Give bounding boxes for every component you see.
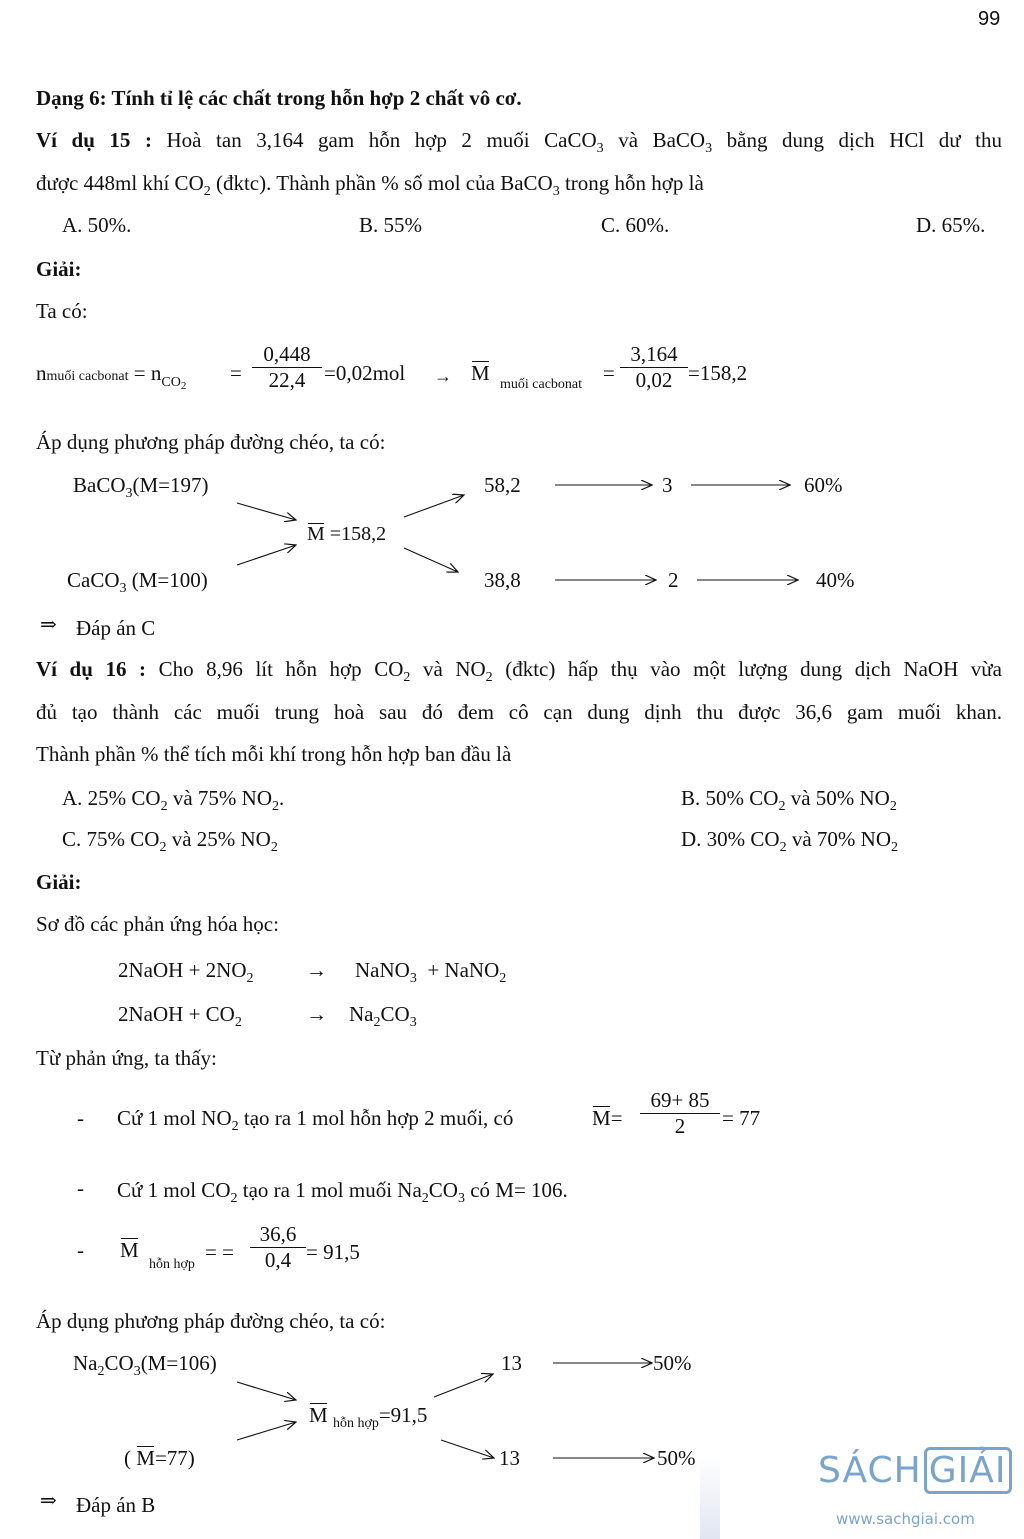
formula-eq-1: = <box>230 361 242 385</box>
formula-eq-2: = <box>603 361 615 385</box>
formula-fraction-2: $\frac{3,164}{0,02}$ <box>620 342 688 393</box>
diag1-top-diff: 58,2 <box>484 473 521 497</box>
ex16-solution-label: Giải: <box>36 870 82 894</box>
diag1-bottom-diff: 38,8 <box>484 568 521 592</box>
reaction-2-arrow: → <box>306 1002 327 1026</box>
diag1-arrow-out-bottom <box>404 548 458 572</box>
ex15-ta-co: Ta có: <box>36 299 88 323</box>
bullet-1-M: M= <box>592 1106 623 1130</box>
formula-M-bar: M <box>471 361 490 385</box>
formula-result-1: =0,02mol <box>324 361 406 385</box>
formula-arrow: → <box>434 366 452 386</box>
watermark-logo: SÁCH GIẢI <box>818 1450 1012 1491</box>
diag2-top-left: $Na_2CO_3(M=106)$ <box>73 1351 217 1379</box>
ex16-option-b: B. 50% $CO_2$ và 50% $NO_2$ <box>681 786 897 814</box>
bullet-3-result: = 91,5 <box>306 1240 360 1264</box>
bullet-2-text: Cứ 1 mol $CO_2$ tạo ra 1 mol muối $Na_2CO_3$ có M= 106. <box>117 1178 568 1206</box>
ex15-method: Áp dụng phương pháp đường chéo, ta có: <box>36 430 386 454</box>
diag2-arrow-in-top <box>237 1382 296 1400</box>
diag1-arrow-out-top <box>404 495 464 517</box>
watermark-molecule-decor <box>700 1455 720 1539</box>
diag1-top-left: BaCO$_3$(M=197) <box>73 473 209 501</box>
formula-n-muoi: nmuối cacbonat = $n_{CO2}$ <box>36 361 187 392</box>
diag2-center: M $_{hỗn hợp}$=91,5 <box>309 1403 428 1431</box>
ex16-option-c: C. 75% $CO_2$ và 25% $NO_2$ <box>62 827 278 855</box>
bullet-3-sub: hỗn hợp <box>149 1257 195 1272</box>
formula-M-sub: muối cacbonat <box>500 377 583 392</box>
formula-fraction-1: $\frac{0,448}{22,4}$ <box>252 342 322 393</box>
diag2-top-pct: 50% <box>653 1351 692 1375</box>
ex15-option-a: A. 50%. <box>62 213 132 237</box>
diag1-center: M =158,2 <box>307 523 387 545</box>
bullet-1-text: Cứ 1 mol $NO_2$ tạo ra 1 mol hỗn hợp 2 muối, có <box>117 1106 514 1134</box>
diag1-bottom-pct: 40% <box>816 568 855 592</box>
bullet-3-fraction: $\frac{36,6}{0,4}$ <box>250 1222 306 1273</box>
ex16-answer-arrow-icon: ⇒ <box>40 1490 57 1512</box>
diag1-arrow-in-top <box>237 503 296 520</box>
ex16-question-line3: Thành phần % thể tích mỗi khí trong hỗn hợp ban đầu là <box>36 742 512 766</box>
diag2-bottom-pct: 50% <box>657 1446 696 1470</box>
diag2-bottom-diff: 13 <box>499 1446 520 1470</box>
reaction-1-arrow: → <box>306 958 327 982</box>
ex16-option-a: A. 25% $CO_2$ và 75% $NO_2$. <box>62 786 285 814</box>
diag1-arrow-in-bottom <box>237 545 296 565</box>
diag2-arrow-in-bottom <box>237 1422 296 1440</box>
bullet-dash-1: - <box>77 1106 84 1130</box>
ex15-question-line2: được 448ml khí $CO_2$ (đktc). Thành phần % số mol của BaCO$_3$ trong hỗn hợp là <box>36 171 704 199</box>
ex16-method: Áp dụng phương pháp đường chéo, ta có: <box>36 1309 386 1333</box>
ex16-question-line2: đủ tạo thành các muối trung hoà sau đó đem cô cạn dung dịnh thu được 36,6 gam muối khan. <box>36 700 1002 724</box>
reaction-2-lhs: 2NaOH + $CO_2$ <box>118 1002 242 1030</box>
ex15-question-line1: Ví dụ 15 : Hoà tan 3,164 gam hỗn hợp 2 muối CaCO$_3$ và BaCO$_3$ bằng dung dịch HCl dư thu <box>36 128 1003 156</box>
diag2-arrow-out-top <box>434 1374 493 1397</box>
watermark-url: www.sachgiai.com <box>836 1510 975 1528</box>
diag2-arrow-out-bottom <box>441 1440 494 1458</box>
page-number: 99 <box>978 8 1001 30</box>
bullet-dash-2: - <box>77 1176 84 1200</box>
reaction-2-rhs: $Na_2CO_3$ <box>349 1002 417 1030</box>
ex16-answer: Đáp án B <box>76 1493 156 1517</box>
section-heading: Dạng 6: Tính tỉ lệ các chất trong hỗn hợp 2 chất vô cơ. <box>36 86 522 110</box>
bullet-dash-3: - <box>77 1238 84 1262</box>
bullet-3-M: M <box>120 1238 139 1262</box>
ex15-answer: Đáp án C <box>76 616 156 640</box>
diag1-top-pct: 60% <box>804 473 843 497</box>
ex15-option-b: B. 55% <box>359 213 422 237</box>
ex15-option-d: D. 65%. <box>916 213 986 237</box>
diag2-bottom-left: ( M=77) <box>124 1446 195 1470</box>
formula-result-2: =158,2 <box>688 361 748 385</box>
reaction-1-lhs: 2NaOH + $2NO_2$ <box>118 958 254 986</box>
diag1-bottom-ratio: 2 <box>668 568 679 592</box>
ex15-option-c: C. 60%. <box>601 213 670 237</box>
bullet-1-result: = 77 <box>722 1106 761 1130</box>
ex16-scheme-label: Sơ đồ các phản ứng hóa học: <box>36 912 279 936</box>
bullet-1-fraction: $\frac{69+ 85}{2}$ <box>640 1088 720 1139</box>
ex16-observe: Từ phản ứng, ta thấy: <box>36 1046 217 1070</box>
diag1-top-ratio: 3 <box>662 473 673 497</box>
diag2-top-diff: 13 <box>501 1351 522 1375</box>
reaction-1-rhs: NaNO$_3$ + NaNO$_2$ <box>355 958 507 986</box>
ex16-question-line1: Ví dụ 16 : Cho 8,96 lít hỗn hợp $CO_2$ và $NO_2$ (đktc) hấp thụ vào một lượng dung dịch NaOH vừa <box>36 657 1003 685</box>
ex16-option-d: D. 30% $CO_2$ và 70% $NO_2$ <box>681 827 898 855</box>
ex15-solution-label: Giải: <box>36 257 82 281</box>
diag1-bottom-left: CaCO$_3$ (M=100) <box>67 568 208 596</box>
ex15-answer-arrow-icon: ⇒ <box>40 614 57 636</box>
bullet-3-eq: = = <box>205 1240 234 1264</box>
